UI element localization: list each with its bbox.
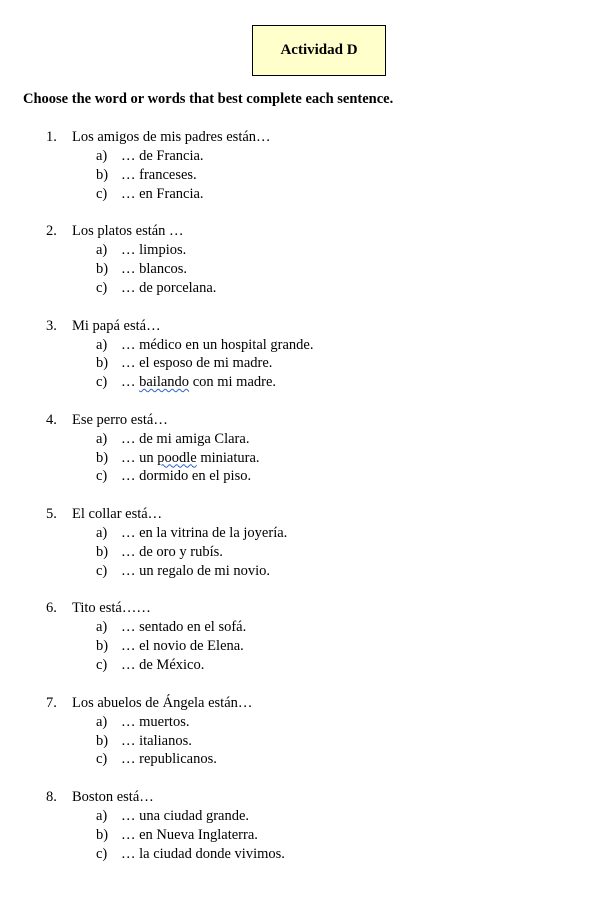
option-list	[0, 147, 600, 203]
option-a	[0, 524, 600, 543]
spellcheck-flagged-word: bailando	[139, 374, 190, 391]
question-number: 7.	[46, 694, 57, 711]
option-list	[0, 713, 600, 769]
option-text: … de oro y rubís.	[121, 543, 223, 560]
option-c	[0, 467, 600, 486]
option-text: … el novio de Elena.	[121, 638, 244, 655]
question-2	[0, 222, 600, 316]
question-stem: El collar está…	[72, 506, 163, 523]
option-a	[0, 336, 600, 355]
question-4	[0, 411, 600, 505]
option-text-after: miniatura.	[196, 449, 260, 466]
question-stem: Tito está……	[72, 600, 151, 617]
option-letter: b)	[96, 449, 109, 466]
option-a	[0, 807, 600, 826]
option-list	[0, 241, 600, 297]
option-text: … de mi amiga Clara.	[121, 430, 250, 447]
question-number: 2.	[46, 223, 57, 240]
option-text: … el esposo de mi madre.	[121, 355, 273, 372]
option-b	[0, 166, 600, 185]
spellcheck-flagged-word: poodle	[157, 449, 197, 466]
option-text	[121, 373, 276, 392]
option-text: … la ciudad donde vivimos.	[121, 845, 285, 862]
option-b	[0, 637, 600, 656]
question-number: 4.	[46, 411, 57, 428]
option-letter: a)	[96, 525, 108, 542]
option-letter: b)	[96, 166, 109, 183]
option-text: … médico en un hospital grande.	[121, 336, 314, 353]
option-a	[0, 147, 600, 166]
question-stem: Mi papá está…	[72, 317, 161, 334]
option-letter: c)	[96, 845, 108, 862]
option-c	[0, 562, 600, 581]
option-text: … de México.	[121, 657, 205, 674]
option-letter: b)	[96, 638, 109, 655]
option-text	[121, 449, 260, 468]
option-list	[0, 430, 600, 486]
option-letter: a)	[96, 808, 108, 825]
question-8	[0, 788, 600, 882]
option-list	[0, 524, 600, 580]
question-number: 5.	[46, 506, 57, 523]
option-text: … sentado en el sofá.	[121, 619, 247, 636]
question-stem: Ese perro está…	[72, 411, 168, 428]
option-letter: a)	[96, 242, 108, 259]
option-list	[0, 336, 600, 392]
option-text: … en la vitrina de la joyería.	[121, 525, 288, 542]
activity-title-box	[252, 25, 386, 76]
option-text: … dormido en el piso.	[121, 468, 252, 485]
option-letter: a)	[96, 148, 108, 164]
option-letter: a)	[96, 619, 108, 636]
option-b	[0, 543, 600, 562]
option-b	[0, 732, 600, 751]
question-5	[0, 505, 600, 599]
option-c	[0, 750, 600, 769]
option-letter: c)	[96, 279, 108, 296]
question-number: 6.	[46, 600, 57, 617]
option-a	[0, 713, 600, 732]
option-letter: a)	[96, 430, 108, 447]
option-text: … franceses.	[121, 166, 197, 183]
option-letter: c)	[96, 657, 108, 674]
option-text-after: con mi madre.	[189, 374, 277, 391]
option-text: … muertos.	[121, 713, 190, 730]
option-letter: c)	[96, 751, 108, 768]
option-text: … republicanos.	[121, 751, 217, 768]
option-letter: b)	[96, 543, 109, 560]
option-letter: b)	[96, 732, 109, 749]
question-7	[0, 694, 600, 788]
instructions: Choose the word or words that best complete each sentence.	[23, 91, 394, 107]
option-letter: c)	[96, 562, 108, 579]
option-text: … una ciudad grande.	[121, 808, 250, 825]
question-stem: Los amigos de mis padres están…	[72, 129, 271, 145]
option-c	[0, 279, 600, 298]
option-text: … de porcelana.	[121, 279, 217, 296]
question-stem: Los abuelos de Ángela están…	[72, 694, 253, 711]
option-a	[0, 430, 600, 449]
option-b	[0, 354, 600, 373]
option-letter: c)	[96, 374, 108, 391]
option-c	[0, 185, 600, 204]
question-number: 1.	[46, 129, 57, 145]
question-number: 3.	[46, 317, 57, 334]
option-text: … en Nueva Inglaterra.	[121, 826, 258, 843]
option-c	[0, 656, 600, 675]
question-list	[0, 128, 600, 882]
option-text: … un regalo de mi novio.	[121, 562, 271, 579]
option-list	[0, 618, 600, 674]
option-letter: a)	[96, 713, 108, 730]
question-3	[0, 317, 600, 411]
option-text-before: … un	[121, 449, 158, 466]
option-letter: a)	[96, 336, 108, 353]
option-text: … de Francia.	[121, 148, 204, 164]
question-stem: Boston está…	[72, 789, 154, 806]
option-letter: c)	[96, 185, 108, 202]
option-c	[0, 845, 600, 864]
option-letter: b)	[96, 826, 109, 843]
question-6	[0, 599, 600, 693]
option-text: … en Francia.	[121, 185, 204, 202]
option-letter: c)	[96, 468, 108, 485]
option-a	[0, 618, 600, 637]
option-text: … limpios.	[121, 242, 187, 259]
option-text: … blancos.	[121, 261, 188, 278]
option-b	[0, 826, 600, 845]
option-text-before: …	[121, 374, 140, 391]
question-1	[0, 128, 600, 222]
option-a	[0, 241, 600, 260]
option-b	[0, 260, 600, 279]
question-number: 8.	[46, 789, 57, 806]
option-letter: b)	[96, 261, 109, 278]
option-b	[0, 449, 600, 468]
option-list	[0, 807, 600, 863]
activity-title: Actividad D	[280, 42, 358, 58]
option-letter: b)	[96, 355, 109, 372]
option-text: … italianos.	[121, 732, 192, 749]
option-c	[0, 373, 600, 392]
question-stem: Los platos están …	[72, 223, 184, 240]
